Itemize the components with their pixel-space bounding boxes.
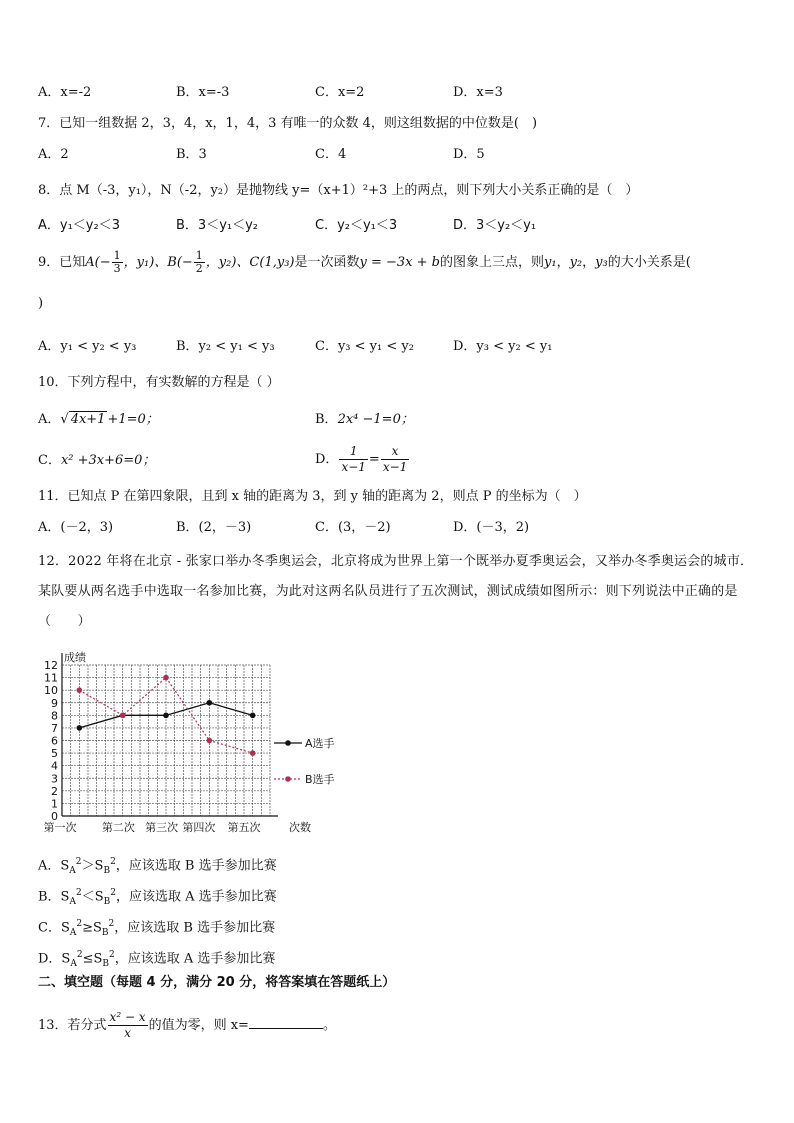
q11-stem: 11．已知点 P 在第四象限，且到 x 轴的距离为 3，到 y 轴的距离为 2，则点 P 的坐标为（ ） xyxy=(38,489,587,504)
q10-c-expr: x² +3x+6=0； xyxy=(60,453,156,468)
q8-option-c: C．y₂＜y₁＜3 xyxy=(315,218,398,233)
x-tick-label: 第三次 xyxy=(145,821,179,834)
q10-c-label: C． xyxy=(38,453,61,468)
q10-option-b xyxy=(315,411,414,429)
q12-b-subB: B xyxy=(103,896,111,907)
q12-c-subB: B xyxy=(101,927,109,938)
q13-den: x xyxy=(124,1026,131,1040)
q10-a-radicand: 4x+1 xyxy=(70,412,106,427)
q12-c-pre: C．S xyxy=(38,920,70,936)
q10-option-c xyxy=(38,452,155,470)
q12-b-post: ，应该选取 A 选手参加比赛 xyxy=(115,889,277,905)
data-point xyxy=(250,713,256,719)
y-tick-label: 11 xyxy=(44,671,58,685)
q12-c-subA: A xyxy=(69,927,77,938)
q9-number: 9．已知 xyxy=(38,255,86,270)
q9-fraction-one-third xyxy=(112,250,123,275)
q10-a-label: A． xyxy=(38,412,61,427)
q12-option-d xyxy=(38,946,275,973)
q9-y3: y₃ xyxy=(595,255,608,270)
q9-function: y = −3x + b xyxy=(359,255,440,270)
data-point xyxy=(163,675,169,681)
q12-score-chart xyxy=(30,645,360,840)
q10-d-frac-right xyxy=(381,444,409,475)
legend-label: B选手 xyxy=(305,773,335,786)
q11-option-d: D．(－3，2) xyxy=(453,520,530,535)
x-tick-label: 第五次 xyxy=(227,821,261,834)
q10-stem: 10．下列方程中，有实数解的方程是（ ） xyxy=(38,375,280,390)
q9-option-d: D．y₃ < y₂ < y₁ xyxy=(453,339,553,354)
q12-d-subA: A xyxy=(70,958,77,969)
q11-option-c: C．(3，－2) xyxy=(315,520,391,535)
q12-a-subB: B xyxy=(103,865,111,876)
q12-b-pre: B．S xyxy=(38,889,70,905)
q12-d-sq1: 2 xyxy=(76,950,83,960)
q10-d-den1: x−1 xyxy=(341,460,366,474)
data-point xyxy=(207,738,213,744)
q12-a-sq2: 2 xyxy=(110,857,116,867)
q12-a-mid: ＞S xyxy=(81,858,104,874)
y-tick-label: 9 xyxy=(51,696,58,710)
q9-frac2-den: 2 xyxy=(195,262,203,275)
q7-option-c: C．4 xyxy=(315,147,347,162)
q7-option-a: A．2 xyxy=(38,147,69,162)
q12-a-sq1: 2 xyxy=(75,857,82,867)
q9-option-b: B．y₂ < y₁ < y₃ xyxy=(176,339,275,354)
q7-stem: 7．已知一组数据 2，3，4，x，1，4，3 有唯一的众数 4，则这组数据的中位数是( ) xyxy=(38,116,538,131)
q11-option-a: A．(－2，3) xyxy=(38,520,114,535)
q10-d-num1: 1 xyxy=(339,444,367,460)
x-tick-label: 第二次 xyxy=(101,821,135,834)
y-tick-label: 8 xyxy=(51,709,58,723)
q9-tail-text: 的图象上三点，则 xyxy=(439,255,544,270)
q12-a-subA: A xyxy=(69,865,76,876)
section-2-heading: 二、填空题（每题 4 分，满分 20 分，将答案填在答题纸上） xyxy=(38,975,396,990)
q10-d-frac-left xyxy=(339,444,367,475)
q12-d-subB: B xyxy=(102,958,110,969)
q9-frac1-num: 1 xyxy=(113,249,121,262)
q11-option-b: B．(2，－3) xyxy=(176,520,252,535)
q12-d-mid: ≤S xyxy=(82,951,103,967)
y-axis-label: 成绩 xyxy=(64,651,86,664)
x-tick-label: 第一次 xyxy=(43,821,77,834)
q13-fraction xyxy=(108,1010,148,1041)
data-point xyxy=(77,725,83,731)
q12-a-post: ，应该选取 B 选手参加比赛 xyxy=(115,858,277,874)
y-tick-label: 4 xyxy=(51,759,58,773)
q12-option-b xyxy=(38,884,277,911)
q9-y2: y₂ xyxy=(569,255,583,270)
q9-option-c: C．y₃ < y₁ < y₂ xyxy=(315,339,414,354)
q9-frac2-num: 1 xyxy=(195,249,203,262)
q12-a-pre: A．S xyxy=(38,858,70,874)
q9-point-a: A(− xyxy=(85,255,111,270)
q7-option-d: D．5 xyxy=(453,147,485,162)
q13-end: 。 xyxy=(322,1018,336,1033)
q12-option-a xyxy=(38,853,277,880)
q12-option-c xyxy=(38,915,275,942)
q7-option-b: B．3 xyxy=(176,147,207,162)
y-tick-label: 2 xyxy=(51,784,58,798)
legend-label: A选手 xyxy=(305,737,335,750)
q13-stem xyxy=(38,1010,336,1041)
q9-point-b: ，y₁)、B(− xyxy=(123,255,193,270)
q9-y1: y₁ xyxy=(544,255,557,270)
q10-b-label: B． xyxy=(315,412,338,427)
q12-b-sq1: 2 xyxy=(75,888,82,898)
y-tick-label: 6 xyxy=(51,734,58,748)
y-tick-label: 12 xyxy=(44,659,58,672)
q10-d-label: D． xyxy=(315,452,339,467)
q12-b-subA: A xyxy=(69,896,76,907)
q9-stem: 9．已知A(− $\frac{1}{3}$ ，y₁)、B(− $\frac{1}{2}$ ，y₂)、C(1,y₃)是一次函数y = −3x + b的图象上三点，则y₁，y₂，y₃的大小关系是( xyxy=(38,249,691,275)
x-axis-label: 次数 xyxy=(289,821,311,834)
q13-pre: 13．若分式 xyxy=(38,1018,107,1033)
q9-frac1-den: 3 xyxy=(113,262,121,275)
q9-option-a: A．y₁ < y₂ < y₃ xyxy=(38,339,137,354)
x-tick-label: 第四次 xyxy=(182,821,216,834)
legend-marker xyxy=(285,776,291,782)
q8-stem: 8．点 M（-3，y₁），N（-2，y₂）是抛物线 y=（x+1）²+3 上的两点，则下列大小关系正确的是（ ） xyxy=(38,183,639,198)
q10-option-d xyxy=(315,444,410,475)
data-point xyxy=(163,713,169,719)
q12-b-mid: ＜S xyxy=(81,889,104,905)
q9-mid-text: 是一次函数 xyxy=(294,255,360,270)
y-tick-label: 5 xyxy=(51,747,58,761)
data-point xyxy=(207,700,213,706)
q13-num: x² − x xyxy=(109,1010,146,1024)
y-tick-label: 3 xyxy=(51,772,58,786)
q12-d-pre: D．S xyxy=(38,951,71,967)
q12-stem: 12．2022 年将在北京 - 张家口举办冬季奥运会，北京将成为世界上第一个既举办夏季奥运会，又举办冬季奥运会的城市．某队要从两名选手中选取一名参加比赛，为此对这两名队员进行了五次测试，测试成绩如图所示：则下列说法中正确的是（ ） xyxy=(38,554,754,629)
data-point xyxy=(77,687,83,693)
data-point xyxy=(120,713,126,719)
q12-d-post: ，应该选取 A 选手参加比赛 xyxy=(114,951,276,967)
q12-d-sq2: 2 xyxy=(109,950,115,960)
q9-close-paren: ) xyxy=(38,296,44,311)
q10-d-den2: x−1 xyxy=(382,460,408,474)
q6-option-c: C．x=2 xyxy=(315,85,365,100)
q6-option-d: D．x=3 xyxy=(453,85,503,100)
data-point xyxy=(250,750,256,756)
q10-d-num2: x xyxy=(381,444,409,460)
q12-c-sq1: 2 xyxy=(76,919,83,929)
q12-c-mid: ≥S xyxy=(82,920,102,936)
y-tick-label: 10 xyxy=(44,684,58,698)
legend-marker xyxy=(285,740,291,746)
q12-c-post: ，应该选取 B 选手参加比赛 xyxy=(114,920,276,936)
y-tick-label: 1 xyxy=(51,797,58,811)
q12-c-sq2: 2 xyxy=(108,919,115,929)
q13-post: 的值为零，则 x= xyxy=(148,1018,249,1033)
q8-option-d: D．3＜y₂＜y₁ xyxy=(453,218,537,233)
q8-option-a: A．y₁＜y₂＜3 xyxy=(38,218,120,233)
q10-option-a: A．√ 4x+1 +1=0； xyxy=(38,412,159,427)
q9-end-text: 的大小关系是( xyxy=(607,255,691,270)
q8-option-b: B．3＜y₁＜y₂ xyxy=(176,218,258,233)
q12-b-sq2: 2 xyxy=(110,888,116,898)
y-tick-label: 7 xyxy=(51,721,58,735)
q6-option-a: A．x=-2 xyxy=(38,85,92,100)
q13-answer-blank[interactable] xyxy=(249,1016,323,1029)
q9-point-c: ，y₂)、C(1,y₃) xyxy=(205,255,295,270)
q9-fraction-one-half xyxy=(194,250,205,275)
q10-b-expr: 2x⁴ −1=0； xyxy=(337,412,414,427)
q6-option-b: B．x=-3 xyxy=(176,85,230,100)
y-tick-label: 0 xyxy=(51,810,58,823)
q10-d-equals: = xyxy=(368,452,380,467)
q10-a-rest: +1=0； xyxy=(107,412,159,427)
